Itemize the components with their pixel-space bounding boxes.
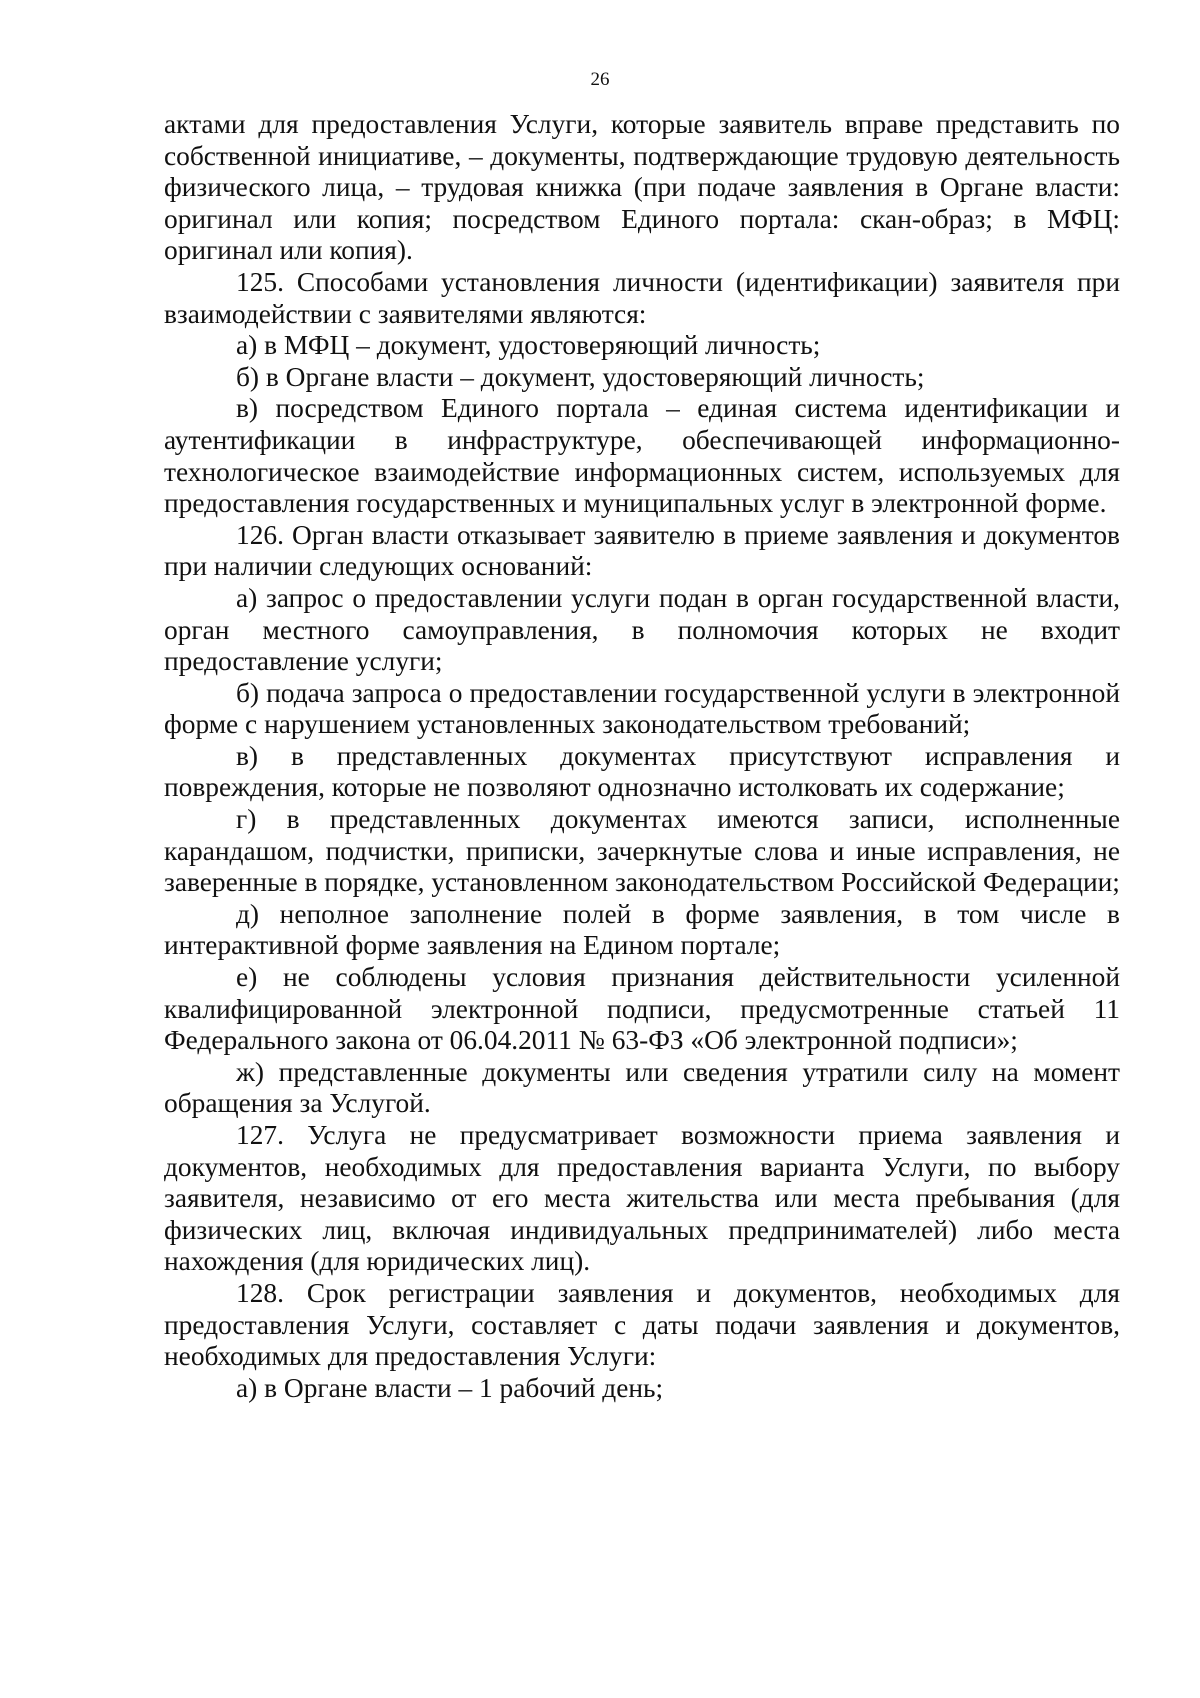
paragraph-125-v: в) посредством Единого портала – единая система идентификации и аутентификации в инфраструктуре, обеспечивающей информационно-технологическое взаимодействие информационных систем, используемых для предоставления государственных и муниципальных услуг в электронной форме.	[164, 393, 1120, 519]
paragraph-125: 125. Способами установления личности (идентификации) заявителя при взаимодействии с заявителями являются:	[164, 266, 1120, 329]
paragraph-126-zh: ж) представленные документы или сведения утратили силу на момент обращения за Услугой.	[164, 1056, 1120, 1119]
paragraph-125-b: б) в Органе власти – документ, удостоверяющий личность;	[236, 361, 925, 392]
paragraph-126-v: в) в представленных документах присутствуют исправления и повреждения, которые не позволяют однозначно истолковать их содержание;	[164, 740, 1120, 803]
paragraph-continuation: актами для предоставления Услуги, которые заявитель вправе представить по собственной инициативе, – документы, подтверждающие трудовую деятельность физического лица, – трудовая книжка (при подаче заявления в Органе власти: оригинал или копия; посредством Единого портала: скан-образ; в МФЦ: оригинал или копия).	[164, 109, 1120, 266]
paragraph-128: 128. Срок регистрации заявления и документов, необходимых для предоставления Услуги, составляет с даты подачи заявления и документов, необходимых для предоставления Услуги:	[164, 1277, 1120, 1372]
paragraph-126-a: а) запрос о предоставлении услуги подан в орган государственной власти, орган местного самоуправления, в полномочия которых не входит предоставление услуги;	[164, 582, 1120, 677]
paragraph-126: 126. Орган власти отказывает заявителю в приеме заявления и документов при наличии следующих оснований:	[164, 519, 1120, 582]
page-number: 26	[590, 69, 610, 90]
paragraph-126-d: д) неполное заполнение полей в форме заявления, в том числе в интерактивной форме заявления на Едином портале;	[164, 898, 1120, 961]
paragraph-125-a: а) в МФЦ – документ, удостоверяющий личность;	[236, 330, 821, 361]
document-body	[164, 109, 1120, 1404]
paragraph-126-b: б) подача запроса о предоставлении государственной услуги в электронной форме с нарушением установленных законодательством требований;	[164, 677, 1120, 740]
paragraph-128-a: а) в Органе власти – 1 рабочий день;	[236, 1372, 664, 1403]
paragraph-127: 127. Услуга не предусматривает возможности приема заявления и документов, необходимых для предоставления варианта Услуги, по выбору заявителя, независимо от его места жительства или места пребывания (для физических лиц, включая индивидуальных предпринимателей) либо места нахождения (для юридических лиц).	[164, 1120, 1120, 1277]
paragraph-126-e: е) не соблюдены условия признания действительности усиленной квалифицированной электронной подписи, предусмотренные статьей 11 Федерального закона от 06.04.2011 № 63-ФЗ «Об электронной подписи»;	[164, 962, 1120, 1056]
paragraph-126-g: г) в представленных документах имеются записи, исполненные карандашом, подчистки, приписки, зачеркнутые слова и иные исправления, не заверенные в порядке, установленном законодательством Российской Федерации;	[164, 804, 1120, 898]
